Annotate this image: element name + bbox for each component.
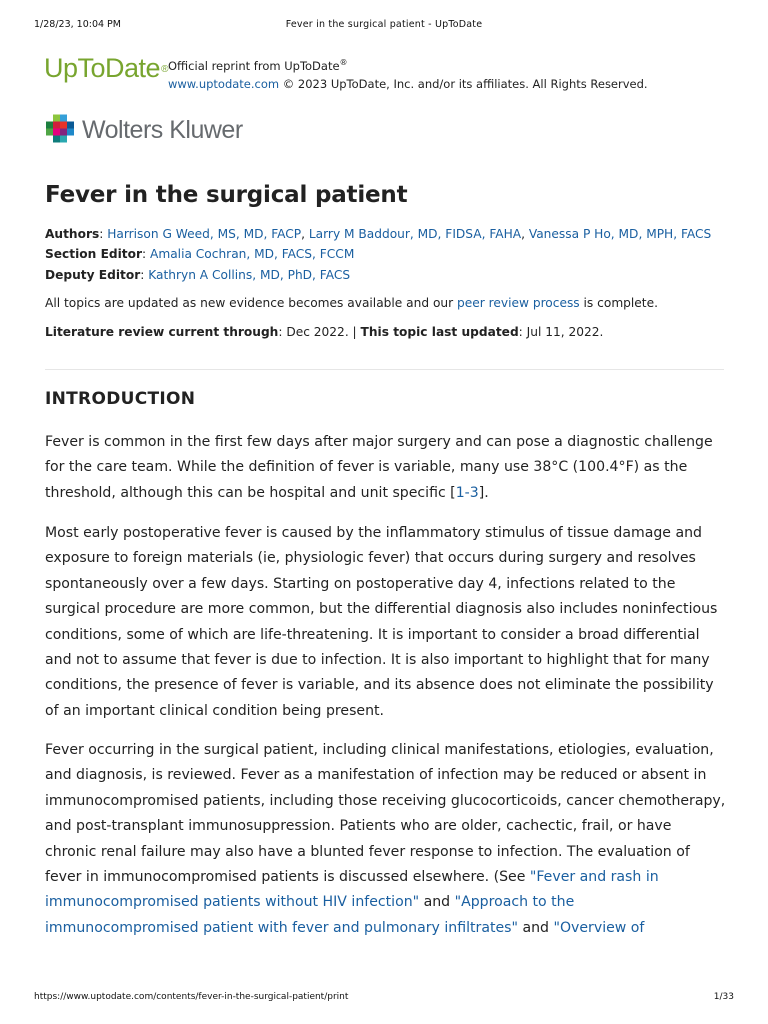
print-page-title: Fever in the surgical patient - UpToDate xyxy=(285,19,483,30)
topic-link-pulmonary-infiltrates[interactable]: "Approach to the immunocompromised patient with fever and pulmonary infiltrates" xyxy=(45,894,575,936)
reference-link-1-3[interactable]: 1-3 xyxy=(455,484,479,501)
reprint-notice xyxy=(168,54,648,93)
intro-paragraph-1 xyxy=(45,430,727,506)
intro-p3-text: Fever occurring in the surgical patient, including clinical manifestations, etiologies, evaluation, and diagnosis, is reviewed. Fever as a manifestation of infection may be reduced or absent in immunocompromised patients, including those receiving glucocorticoids, cancer chemotherapy, and post-transplant immunosuppression. Patients who are older, cachectic, frail, or have chronic renal failure may also have a blunted fever response to infection. The evaluation of fever in immunocompromised patients is discussed elsewhere. (See xyxy=(45,742,726,886)
authors-line: Authors: Harrison G Weed, MS, MD, FACP, Larry M Baddour, MD, FIDSA, FAHA, Vanessa P Ho, MD, MPH, FACS xyxy=(45,227,712,241)
brand-row xyxy=(44,52,724,91)
intro-paragraph-3 xyxy=(45,738,727,941)
wolters-kluwer-logo[interactable] xyxy=(44,113,284,147)
intro-p3-and-2: and xyxy=(517,919,554,936)
print-datetime: 1/28/23, 10:04 PM xyxy=(34,19,121,30)
deputy-editor-line: Deputy Editor: Kathryn A Collins, MD, PhD, FACS xyxy=(45,268,351,282)
lit-review-label: Literature review current through xyxy=(45,325,279,339)
print-url: https://www.uptodate.com/contents/fever-in-the-surgical-patient/print xyxy=(34,992,349,1002)
print-footer xyxy=(34,992,734,1006)
page-number: 1/33 xyxy=(713,992,734,1002)
uptodate-logo-text: UpToDate xyxy=(44,53,161,83)
update-note-text: All topics are updated as new evidence becomes available and our xyxy=(45,296,458,310)
peer-review-link[interactable]: peer review process xyxy=(457,296,580,310)
copyright-text: © 2023 UpToDate, Inc. and/or its affiliates. All Rights Reserved. xyxy=(279,76,648,91)
update-note xyxy=(45,296,658,310)
section-divider xyxy=(45,369,724,370)
deputy-editor-link[interactable]: Kathryn A Collins, MD, PhD, FACS xyxy=(148,268,351,282)
authors-label: Authors xyxy=(45,227,100,241)
reprint-registered-mark: ® xyxy=(339,58,348,67)
last-updated-label: This topic last updated xyxy=(360,325,519,339)
last-updated-value: : Jul 11, 2022. xyxy=(518,325,604,339)
author-link-baddour[interactable]: Larry M Baddour, MD, FIDSA, FAHA xyxy=(308,227,522,241)
uptodate-logo[interactable] xyxy=(44,52,168,84)
wolters-kluwer-emblem-icon xyxy=(44,113,76,145)
intro-paragraph-2: Most early postoperative fever is caused by the inflammatory stimulus of tissue damage and exposure to foreign materials (ie, physiologic fever) that occurs during surgery and resolves spontaneously over a few days. Starting on postoperative day 4, infections related to the surgical procedure are more common, but the differential diagnosis also includes noninfectious conditions, some of which are life-threatening. It is important to consider a broad differential and not to assume that fever is due to infection. It is also important to highlight that for many conditions, the presence of fever is variable, and its absence does not eliminate the possibility of an important clinical condition being present. xyxy=(45,525,718,719)
intro-p1-end: ]. xyxy=(478,484,489,501)
intro-p3-and-1: and xyxy=(419,894,455,911)
lit-review-value: : Dec 2022. | xyxy=(278,325,361,339)
article-title: Fever in the surgical patient xyxy=(45,182,408,208)
intro-p1-text: Fever is common in the first few days after major surgery and can pose a diagnostic challenge for the care team. While the definition of fever is variable, many use 38°C (100.4°F) as the threshold, although this can be hospital and unit specific [ xyxy=(45,434,713,501)
registered-mark: ® xyxy=(161,64,168,75)
author-link-weed[interactable]: Harrison G Weed, MS, MD, FACP xyxy=(107,227,302,241)
introduction-heading: INTRODUCTION xyxy=(45,389,196,409)
uptodate-site-link[interactable]: www.uptodate.com xyxy=(168,76,280,91)
print-header xyxy=(34,19,734,33)
section-editor-line: Section Editor: Amalia Cochran, MD, FACS, FCCM xyxy=(45,247,355,261)
deputy-editor-label: Deputy Editor xyxy=(45,268,141,282)
reprint-text: Official reprint from UpToDate xyxy=(168,58,340,73)
author-link-ho[interactable]: Vanessa P Ho, MD, MPH, FACS xyxy=(528,227,712,241)
update-note-end: is complete. xyxy=(579,296,658,310)
topic-link-fever-rash[interactable]: "Fever and rash in immunocompromised patients without HIV infection" xyxy=(45,869,659,911)
review-dates xyxy=(45,325,603,339)
topic-link-overview[interactable]: "Overview of xyxy=(553,919,645,936)
wolters-kluwer-text: Wolters Kluwer xyxy=(82,116,243,144)
section-editor-label: Section Editor xyxy=(45,247,143,261)
section-editor-link[interactable]: Amalia Cochran, MD, FACS, FCCM xyxy=(150,247,355,261)
